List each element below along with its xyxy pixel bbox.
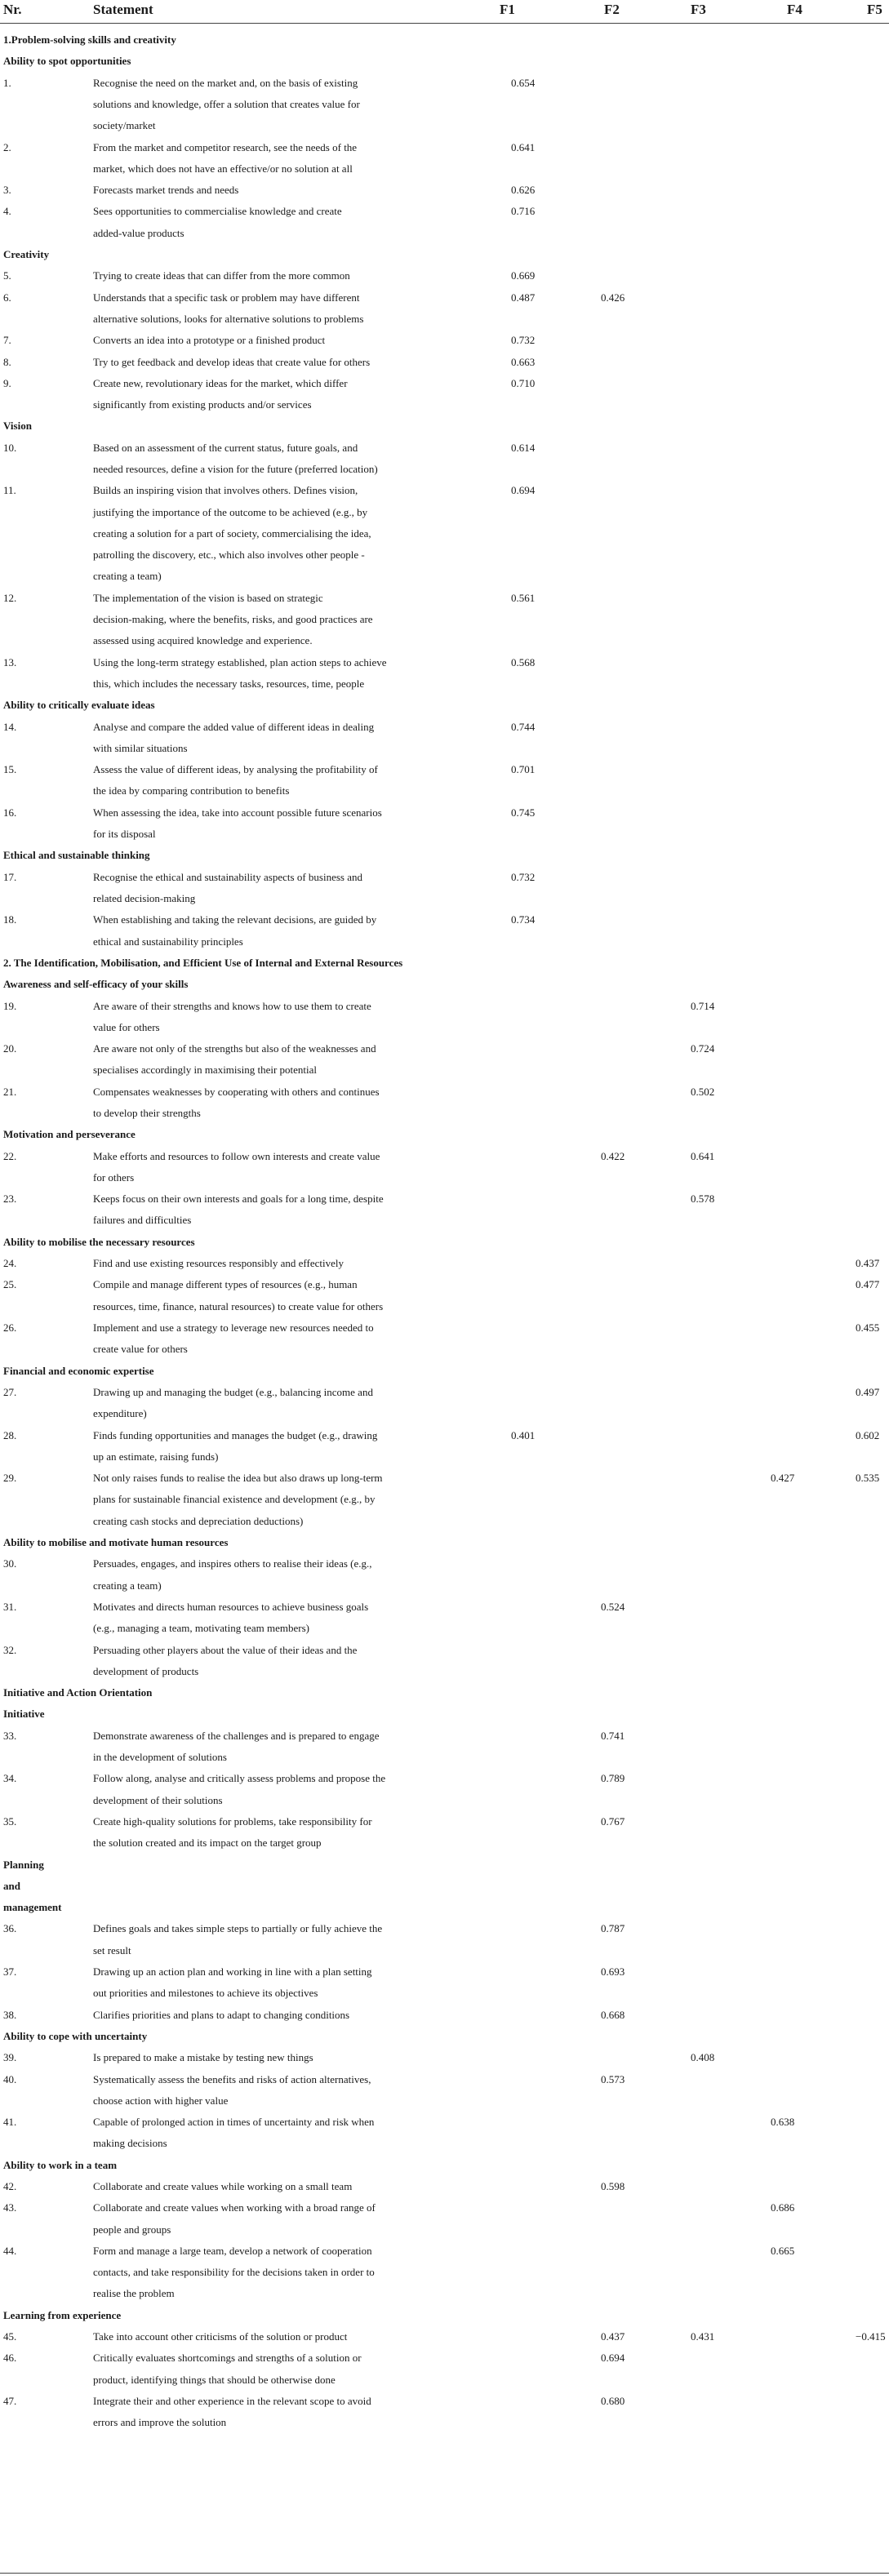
statement-line: errors and improve the solution (93, 2416, 227, 2429)
header-f5: F5 (867, 2, 882, 17)
item-number: 13. (3, 655, 17, 668)
statement-text (93, 867, 481, 910)
item-number: 6. (3, 291, 11, 304)
loading-f2: 0.598 (601, 2180, 625, 2192)
statement-text (93, 1274, 481, 1317)
header-f2: F2 (604, 2, 620, 17)
heading-text: Ethical and sustainable thinking (3, 849, 150, 862)
statement-line: in the development of solutions (93, 1750, 227, 1763)
statement-line: create value for others (93, 1343, 188, 1356)
loading-f2: 0.741 (601, 1729, 625, 1742)
item-number: 41. (3, 2116, 17, 2129)
statement-line: market, which does not have an effective/or no solution at all (93, 162, 353, 175)
statement-line: Drawing up and managing the budget (e.g., balancing income and (93, 1385, 373, 1398)
statement-line: Is prepared to make a mistake by testing new things (93, 2051, 313, 2064)
statement-line: Builds an inspiring vision that involves others. Defines vision, (93, 484, 358, 497)
loading-f1: 0.663 (511, 355, 536, 368)
loading-f2: 0.767 (601, 1814, 625, 1828)
loading-f2: 0.668 (601, 2008, 625, 2021)
statement-line: Sees opportunities to commercialise knowledge and create (93, 205, 342, 218)
statement-line: Forecasts market trends and needs (93, 184, 239, 197)
item-number: 17. (3, 870, 17, 883)
statement-line: Compensates weaknesses by cooperating with others and continues (93, 1085, 380, 1098)
item-number: 35. (3, 1814, 17, 1828)
loading-f5: 0.602 (856, 1428, 880, 1441)
heading-text: Ability to cope with uncertainty (3, 2029, 148, 2042)
item-number: 19. (3, 999, 17, 1012)
loading-f3: 0.431 (691, 2330, 715, 2343)
statement-text (93, 1597, 481, 1640)
statement-text (93, 373, 481, 416)
item-number: 29. (3, 1472, 17, 1485)
item-number: 20. (3, 1042, 17, 1055)
statement-text (93, 996, 481, 1039)
statement-text (93, 759, 481, 802)
loading-f5: 0.497 (856, 1385, 880, 1398)
loading-f2: 0.693 (601, 1965, 625, 1978)
statement-line: Form and manage a large team, develop a network of cooperation (93, 2244, 372, 2257)
statement-text (93, 1317, 481, 1361)
item-number: 46. (3, 2352, 17, 2365)
statement-line: The implementation of the vision is based on strategic (93, 591, 323, 604)
statement-text (93, 1961, 481, 2005)
statement-text (93, 1081, 481, 1125)
statement-line: Recognise the ethical and sustainability aspects of business and (93, 870, 362, 883)
item-number: 23. (3, 1193, 17, 1206)
loading-f4: 0.665 (771, 2244, 795, 2257)
statement-text (93, 2347, 481, 2391)
loading-f1: 0.568 (511, 655, 536, 668)
item-number: 30. (3, 1557, 17, 1570)
item-number: 40. (3, 2072, 17, 2085)
item-number: 39. (3, 2051, 17, 2064)
statement-line: Using the long-term strategy established, plan action steps to achieve (93, 655, 387, 668)
statement-text (93, 480, 481, 587)
statement-line: Demonstrate awareness of the challenges and is prepared to engage (93, 1729, 380, 1742)
statement-text (93, 1253, 481, 1274)
heading-text: Ability to mobilise the necessary resources (3, 1235, 195, 1248)
statement-text (93, 73, 481, 137)
statement-line: Based on an assessment of the current status, future goals, and (93, 441, 358, 454)
loading-f1: 0.626 (511, 184, 536, 197)
heading-text: Initiative and Action Orientation (3, 1686, 153, 1699)
item-number: 47. (3, 2395, 17, 2407)
statement-line: resources, time, finance, natural resources) to create value for others (93, 1299, 384, 1312)
heading-text: Motivation and perseverance (3, 1128, 136, 1141)
statement-line: justifying the importance of the outcome to be achieved (e.g., by (93, 505, 368, 518)
statement-line: Understands that a specific task or problem may have different (93, 291, 360, 304)
statement-text (93, 2326, 481, 2347)
statement-line: development of products (93, 1664, 199, 1677)
loading-f5: −0.415 (856, 2330, 886, 2343)
statement-line: Critically evaluates shortcomings and strengths of a solution or (93, 2352, 362, 2365)
statement-line: choose action with higher value (93, 2094, 229, 2107)
loading-f1: 0.701 (511, 763, 536, 776)
statement-text (93, 437, 481, 481)
item-number: 18. (3, 913, 17, 926)
statement-line: Create high-quality solutions for problems, take responsibility for (93, 1814, 372, 1828)
item-number: 14. (3, 720, 17, 733)
statement-text (93, 909, 481, 953)
item-number: 38. (3, 2008, 17, 2021)
statement-line: Analyse and compare the added value of different ideas in dealing (93, 720, 375, 733)
statement-text (93, 588, 481, 652)
loading-f3: 0.641 (691, 1149, 715, 1162)
statement-line: Capable of prolonged action in times of uncertainty and risk when (93, 2116, 375, 2129)
item-number: 45. (3, 2330, 17, 2343)
loading-f1: 0.561 (511, 591, 536, 604)
statement-line: Finds funding opportunities and manages the budget (e.g., drawing (93, 1428, 378, 1441)
loading-f1: 0.745 (511, 806, 536, 819)
loading-f1: 0.401 (511, 1428, 536, 1441)
loading-f2: 0.524 (601, 1600, 625, 1613)
statement-line: Persuading other players about the value of their ideas and the (93, 1643, 358, 1656)
loading-f5: 0.437 (856, 1257, 880, 1270)
statement-line: set result (93, 1943, 131, 1956)
item-number: 2. (3, 140, 11, 153)
statement-line: needed resources, define a vision for the future (preferred location) (93, 462, 378, 475)
statement-text (93, 717, 481, 760)
statement-line: value for others (93, 1020, 160, 1033)
statement-text (93, 2197, 481, 2241)
statement-line: creating a team) (93, 1579, 162, 1592)
item-number: 21. (3, 1085, 17, 1098)
loading-f1: 0.669 (511, 269, 536, 282)
item-number: 9. (3, 376, 11, 389)
statement-text (93, 2005, 481, 2026)
item-number: 32. (3, 1643, 17, 1656)
statement-line: added-value products (93, 226, 184, 239)
statement-line: Find and use existing resources responsibly and effectively (93, 1257, 344, 1270)
statement-text (93, 352, 481, 373)
item-number: 16. (3, 806, 17, 819)
statement-line: Motivates and directs human resources to achieve business goals (93, 1600, 369, 1613)
statement-line: From the market and competitor research, see the needs of the (93, 140, 358, 153)
loading-f5: 0.535 (856, 1472, 880, 1485)
statement-line: decision-making, where the benefits, risks, and good practices are (93, 613, 373, 626)
loading-f2: 0.680 (601, 2395, 625, 2407)
heading-text: Ability to spot opportunities (3, 55, 131, 68)
statement-text (93, 1425, 481, 1468)
loading-f1: 0.614 (511, 441, 536, 454)
statement-text (93, 1640, 481, 1683)
loading-f2: 0.422 (601, 1149, 625, 1162)
item-number: 8. (3, 355, 11, 368)
statement-line: people and groups (93, 2223, 171, 2236)
item-number: 15. (3, 763, 17, 776)
item-number: 28. (3, 1428, 17, 1441)
loading-f2: 0.787 (601, 1922, 625, 1935)
statement-text (93, 1918, 481, 1961)
statement-line: Make efforts and resources to follow own interests and create value (93, 1149, 380, 1162)
statement-line: Are aware not only of the strengths but also of the weaknesses and (93, 1042, 376, 1055)
heading-text: Initiative (3, 1708, 45, 1721)
item-number: 27. (3, 1385, 17, 1398)
header-f3: F3 (691, 2, 706, 17)
statement-text (93, 2176, 481, 2197)
statement-text (93, 330, 481, 351)
statement-line: making decisions (93, 2137, 167, 2150)
statement-text (93, 180, 481, 201)
heading-text: Ability to critically evaluate ideas (3, 699, 155, 712)
item-number: 43. (3, 2201, 17, 2214)
loading-f4: 0.638 (771, 2116, 795, 2129)
item-number: 4. (3, 205, 11, 218)
statement-line: related decision-making (93, 891, 196, 904)
statement-line: creating a team) (93, 570, 162, 583)
statement-line: to develop their strengths (93, 1106, 201, 1119)
statement-text (93, 1468, 481, 1532)
statement-line: creating cash stocks and depreciation deductions) (93, 1514, 304, 1527)
statement-line: assessed using acquired knowledge and experience. (93, 634, 313, 647)
loading-f5: 0.455 (856, 1321, 880, 1334)
loading-f3: 0.724 (691, 1042, 715, 1055)
item-number: 44. (3, 2244, 17, 2257)
statement-line: Follow along, analyse and critically assess problems and propose the (93, 1772, 386, 1785)
loading-f1: 0.710 (511, 376, 536, 389)
statement-line: Integrate their and other experience in the relevant scope to avoid (93, 2395, 371, 2407)
statement-line: the solution created and its impact on the target group (93, 1837, 322, 1850)
loading-f3: 0.578 (691, 1193, 715, 1206)
heading-text: Ability to mobilise and motivate human resources (3, 1536, 229, 1548)
heading-text: Vision (3, 420, 32, 433)
heading-text: Learning from experience (3, 2308, 122, 2321)
statement-line: ethical and sustainability principles (93, 935, 243, 948)
item-number: 25. (3, 1278, 17, 1291)
header-f4: F4 (787, 2, 802, 17)
statement-line: for others (93, 1170, 135, 1184)
statement-line: with similar situations (93, 741, 188, 754)
statement-line: product, identifying things that should be otherwise done (93, 2373, 336, 2386)
statement-text (93, 1553, 481, 1597)
statement-line: specialises accordingly in maximising their potential (93, 1064, 318, 1077)
statement-line: solutions and knowledge, offer a solution that creates value for (93, 97, 360, 110)
statement-line: Try to get feedback and develop ideas that create value for others (93, 355, 371, 368)
heading-text: 2. The Identification, Mobilisation, and Efficient Use of Internal and External Resources (3, 956, 403, 969)
statement-line: Collaborate and create values while working on a small team (93, 2180, 353, 2192)
header-nr: Nr. (3, 2, 22, 17)
item-number: 42. (3, 2180, 17, 2192)
loading-f2: 0.573 (601, 2072, 625, 2085)
heading-text: Financial and economic expertise (3, 1364, 154, 1377)
statement-line: Assess the value of different ideas, by analysing the profitability of (93, 763, 378, 776)
loading-f4: 0.427 (771, 1472, 795, 1485)
statement-line: failures and difficulties (93, 1214, 192, 1227)
statement-text (93, 652, 481, 695)
statement-line: realise the problem (93, 2287, 175, 2300)
statement-line: Compile and manage different types of resources (e.g., human (93, 1278, 358, 1291)
item-number: 26. (3, 1321, 17, 1334)
statement-line: contacts, and take responsibility for the decisions taken in order to (93, 2266, 375, 2279)
item-number: 11. (3, 484, 16, 497)
statement-line: plans for sustainable financial existence and development (e.g., by (93, 1493, 376, 1506)
item-number: 12. (3, 591, 17, 604)
item-number: 5. (3, 269, 11, 282)
item-number: 37. (3, 1965, 17, 1978)
statement-text (93, 287, 481, 331)
statement-line: Are aware of their strengths and knows how to use them to create (93, 999, 371, 1012)
statement-line: expenditure) (93, 1407, 147, 1420)
heading-text: Ability to work in a team (3, 2158, 118, 2171)
loading-f1: 0.716 (511, 205, 536, 218)
statement-line: Not only raises funds to realise the idea but also draws up long-term (93, 1472, 383, 1485)
item-number: 33. (3, 1729, 17, 1742)
statement-text (93, 137, 481, 180)
statement-text (93, 265, 481, 286)
statement-line: Defines goals and takes simple steps to partially or fully achieve the (93, 1922, 383, 1935)
statement-line: Persuades, engages, and inspires others to realise their ideas (e.g., (93, 1557, 372, 1570)
loading-f1: 0.487 (511, 291, 536, 304)
statement-line: (e.g., managing a team, motivating team members) (93, 1622, 309, 1635)
statement-line: Clarifies priorities and plans to adapt to changing conditions (93, 2008, 350, 2021)
heading-text: and (3, 1879, 20, 1892)
loading-f1: 0.641 (511, 140, 536, 153)
heading-text: Planning (3, 1858, 44, 1871)
statement-line: society/market (93, 119, 156, 132)
loading-f3: 0.714 (691, 999, 715, 1012)
loading-f1: 0.732 (511, 870, 536, 883)
statement-line: significantly from existing products and/or services (93, 398, 312, 411)
statement-text (93, 1188, 481, 1232)
statement-line: Take into account other criticisms of the solution or product (93, 2330, 348, 2343)
item-number: 3. (3, 184, 11, 197)
statement-text (93, 1725, 481, 1769)
statement-line: Recognise the need on the market and, on the basis of existing (93, 76, 358, 89)
statement-text (93, 1811, 481, 1854)
item-number: 36. (3, 1922, 17, 1935)
header-f1: F1 (500, 2, 515, 17)
statement-line: Create new, revolutionary ideas for the market, which differ (93, 376, 348, 389)
heading-text: Awareness and self-efficacy of your skills (3, 978, 189, 991)
statement-line: Collaborate and create values when working with a broad range of (93, 2201, 376, 2214)
statement-line: patrolling the discovery, etc., which also involves other people - (93, 549, 365, 562)
statement-line: Keeps focus on their own interests and goals for a long time, despite (93, 1193, 384, 1206)
statement-text (93, 1382, 481, 1425)
statement-text (93, 2241, 481, 2305)
heading-text: management (3, 1901, 62, 1914)
statement-text (93, 1038, 481, 1081)
loading-f4: 0.686 (771, 2201, 795, 2214)
item-number: 31. (3, 1600, 17, 1613)
loading-f2: 0.789 (601, 1772, 625, 1785)
item-number: 24. (3, 1257, 17, 1270)
loading-f2: 0.426 (601, 291, 625, 304)
loading-f5: 0.477 (856, 1278, 880, 1291)
loading-f1: 0.654 (511, 76, 536, 89)
statement-line: development of their solutions (93, 1793, 223, 1806)
statement-line: alternative solutions, looks for alternative solutions to problems (93, 312, 364, 325)
item-number: 22. (3, 1149, 17, 1162)
statement-text (93, 2391, 481, 2434)
statement-line: Implement and use a strategy to leverage new resources needed to (93, 1321, 374, 1334)
statement-line: Drawing up an action plan and working in line with a plan setting (93, 1965, 372, 1978)
loading-f1: 0.734 (511, 913, 536, 926)
statement-line: Trying to create ideas that can differ from the more common (93, 269, 350, 282)
statement-line: creating a solution for a part of society, commercialising the idea, (93, 526, 371, 540)
loading-f1: 0.744 (511, 720, 536, 733)
loading-f1: 0.732 (511, 334, 536, 347)
statement-text (93, 2047, 481, 2068)
statement-line: up an estimate, raising funds) (93, 1450, 219, 1463)
statement-line: for its disposal (93, 828, 156, 841)
heading-text: Creativity (3, 248, 50, 260)
item-number: 10. (3, 441, 17, 454)
loading-f3: 0.502 (691, 1085, 715, 1098)
statement-text (93, 1768, 481, 1811)
statement-text (93, 201, 481, 244)
header-statement: Statement (93, 2, 153, 17)
loading-f2: 0.437 (601, 2330, 625, 2343)
loading-f2: 0.694 (601, 2352, 625, 2365)
statement-line: this, which includes the necessary tasks, resources, time, people (93, 677, 365, 690)
item-number: 34. (3, 1772, 17, 1785)
statement-text (93, 1146, 481, 1189)
statement-text (93, 2069, 481, 2112)
statement-line: out priorities and milestones to achieve its objectives (93, 1987, 318, 2000)
heading-text: 1.Problem-solving skills and creativity (3, 33, 176, 46)
statement-line: When establishing and taking the relevant decisions, are guided by (93, 913, 377, 926)
item-number: 1. (3, 76, 11, 89)
statement-line: When assessing the idea, take into account possible future scenarios (93, 806, 382, 819)
statement-line: Converts an idea into a prototype or a finished product (93, 334, 326, 347)
loading-f1: 0.694 (511, 484, 536, 497)
loading-f3: 0.408 (691, 2051, 715, 2064)
item-number: 7. (3, 334, 11, 347)
bottom-rule (0, 2573, 889, 2574)
statement-text (93, 802, 481, 846)
statement-line: Systematically assess the benefits and risks of action alternatives, (93, 2072, 371, 2085)
statement-text (93, 2112, 481, 2155)
statement-line: the idea by comparing contribution to benefits (93, 784, 290, 797)
